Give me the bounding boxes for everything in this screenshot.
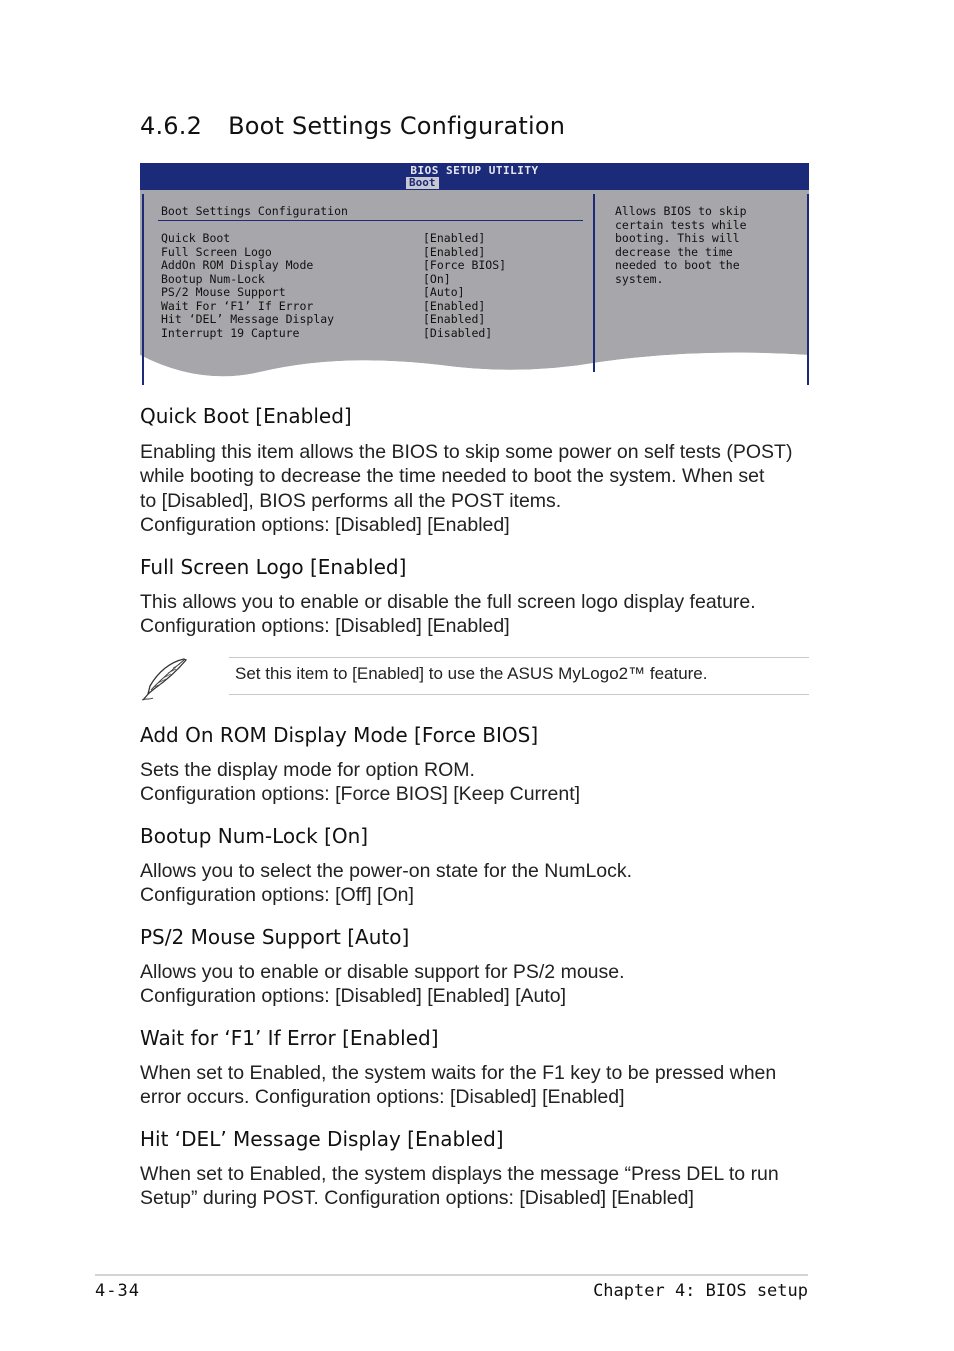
desc-line: When set to Enabled, the system waits for the F1 key to be pressed when xyxy=(140,1062,777,1084)
config-options: Configuration options: [Disabled] [Enabled] xyxy=(140,513,510,536)
desc-line: error occurs. Configuration options: [Disabled] [Enabled] xyxy=(140,1086,625,1109)
page-number: 4-34 xyxy=(95,1281,140,1301)
bios-title-rule xyxy=(158,220,583,221)
desc-quick-boot xyxy=(140,440,810,537)
desc-line: to [Disabled], BIOS performs all the POST items. xyxy=(140,489,562,512)
bios-help-line: certain tests while xyxy=(615,217,747,232)
heading-addon-rom: Add On ROM Display Mode [Force BIOS] xyxy=(140,723,539,747)
bios-panel-title: Boot Settings Configuration xyxy=(161,204,348,218)
bios-item-value: [Force BIOS] xyxy=(423,258,507,272)
bios-item-ps2-mouse[interactable] xyxy=(161,286,581,300)
bios-utility-title: BIOS SETUP UTILITY xyxy=(410,164,539,177)
desc-line: Enabling this item allows the BIOS to skip some power on self tests (POST) xyxy=(140,441,793,463)
heading-quick-boot: Quick Boot [Enabled] xyxy=(140,404,352,428)
bios-item-value: [Disabled] xyxy=(423,325,493,340)
note-bottom-rule xyxy=(229,694,809,695)
chapter-label: Chapter 4: BIOS setup xyxy=(593,1281,808,1301)
bios-item-label: Hit ‘DEL’ Message Display xyxy=(161,312,335,326)
bios-help-text xyxy=(615,205,795,287)
bios-item-numlock[interactable] xyxy=(161,273,581,287)
bios-item-value: [On] xyxy=(423,271,451,286)
bios-help-line: needed to boot the xyxy=(615,258,740,273)
bios-item-interrupt-19[interactable] xyxy=(161,327,581,341)
bios-item-label: Full Screen Logo xyxy=(161,244,272,259)
bios-item-label: AddOn ROM Display Mode xyxy=(161,258,314,272)
feather-pen-icon xyxy=(140,656,190,702)
config-options: Configuration options: [Off] [On] xyxy=(140,884,414,907)
bios-item-label: Interrupt 19 Capture xyxy=(161,325,300,340)
bios-item-value: [Enabled] xyxy=(423,298,486,313)
section-title-text: Boot Settings Configuration xyxy=(228,112,566,140)
heading-numlock: Bootup Num-Lock [On] xyxy=(140,824,369,848)
section-number: 4.6.2 xyxy=(140,112,203,140)
bios-help-line: booting. This will xyxy=(615,231,740,246)
heading-wait-f1: Wait for ‘F1’ If Error [Enabled] xyxy=(140,1026,439,1050)
heading-full-screen-logo: Full Screen Logo [Enabled] xyxy=(140,555,407,579)
desc-line: Allows you to enable or disable support for PS/2 mouse. xyxy=(140,961,625,983)
bios-item-label: PS/2 Mouse Support xyxy=(161,285,286,299)
bios-item-value: [Auto] xyxy=(423,285,465,299)
config-options: Configuration options: [Disabled] [Enabled] xyxy=(140,615,510,638)
bios-item-addon-rom[interactable] xyxy=(161,259,581,273)
desc-line: while booting to decrease the time needed to boot the system. When set xyxy=(140,465,765,488)
bios-item-label: Bootup Num-Lock xyxy=(161,271,265,286)
bios-header-bar xyxy=(140,163,809,190)
heading-ps2-mouse: PS/2 Mouse Support [Auto] xyxy=(140,925,410,949)
bios-item-label: Wait For ‘F1’ If Error xyxy=(161,298,314,313)
desc-line: Allows you to select the power-on state for the NumLock. xyxy=(140,860,633,882)
desc-addon-rom xyxy=(140,758,810,807)
config-options: Configuration options: [Disabled] [Enabled] [Auto] xyxy=(140,985,567,1008)
bios-item-wait-f1[interactable] xyxy=(161,300,581,314)
desc-hit-del xyxy=(140,1162,810,1211)
config-options: Configuration options: [Force BIOS] [Keep Current] xyxy=(140,783,581,806)
bios-item-value: [Enabled] xyxy=(423,312,486,326)
bios-item-quick-boot[interactable] xyxy=(161,232,581,246)
bios-item-value: [Enabled] xyxy=(423,231,486,245)
desc-line: Sets the display mode for option ROM. xyxy=(140,759,475,781)
desc-numlock xyxy=(140,859,810,908)
desc-wait-f1 xyxy=(140,1061,810,1110)
heading-hit-del: Hit ‘DEL’ Message Display [Enabled] xyxy=(140,1127,504,1151)
bios-help-line: decrease the time xyxy=(615,244,733,259)
desc-line: When set to Enabled, the system displays the message “Press DEL to run xyxy=(140,1163,779,1185)
note-text: Set this item to [Enabled] to use the ASUS MyLogo2™ feature. xyxy=(235,664,708,683)
bios-settings-list xyxy=(161,232,581,340)
desc-ps2-mouse xyxy=(140,960,810,1009)
bios-item-value: [Enabled] xyxy=(423,244,486,259)
bios-tab-boot[interactable]: Boot xyxy=(406,177,439,189)
desc-line: This allows you to enable or disable the full screen logo display feature. xyxy=(140,591,756,613)
bios-item-full-screen-logo[interactable] xyxy=(161,246,581,260)
note-top-rule xyxy=(229,657,809,658)
bios-item-label: Quick Boot xyxy=(161,231,231,245)
bios-screenshot xyxy=(140,163,809,385)
bios-help-line: Allows BIOS to skip xyxy=(615,204,747,218)
desc-full-screen-logo xyxy=(140,590,810,639)
desc-line: Setup” during POST. Configuration options: [Disabled] [Enabled] xyxy=(140,1187,694,1210)
footer-rule xyxy=(95,1274,808,1276)
section-title xyxy=(140,112,565,140)
bios-help-line: system. xyxy=(615,271,664,286)
bios-item-hit-del[interactable] xyxy=(161,313,581,327)
bios-panel-divider xyxy=(593,194,595,372)
